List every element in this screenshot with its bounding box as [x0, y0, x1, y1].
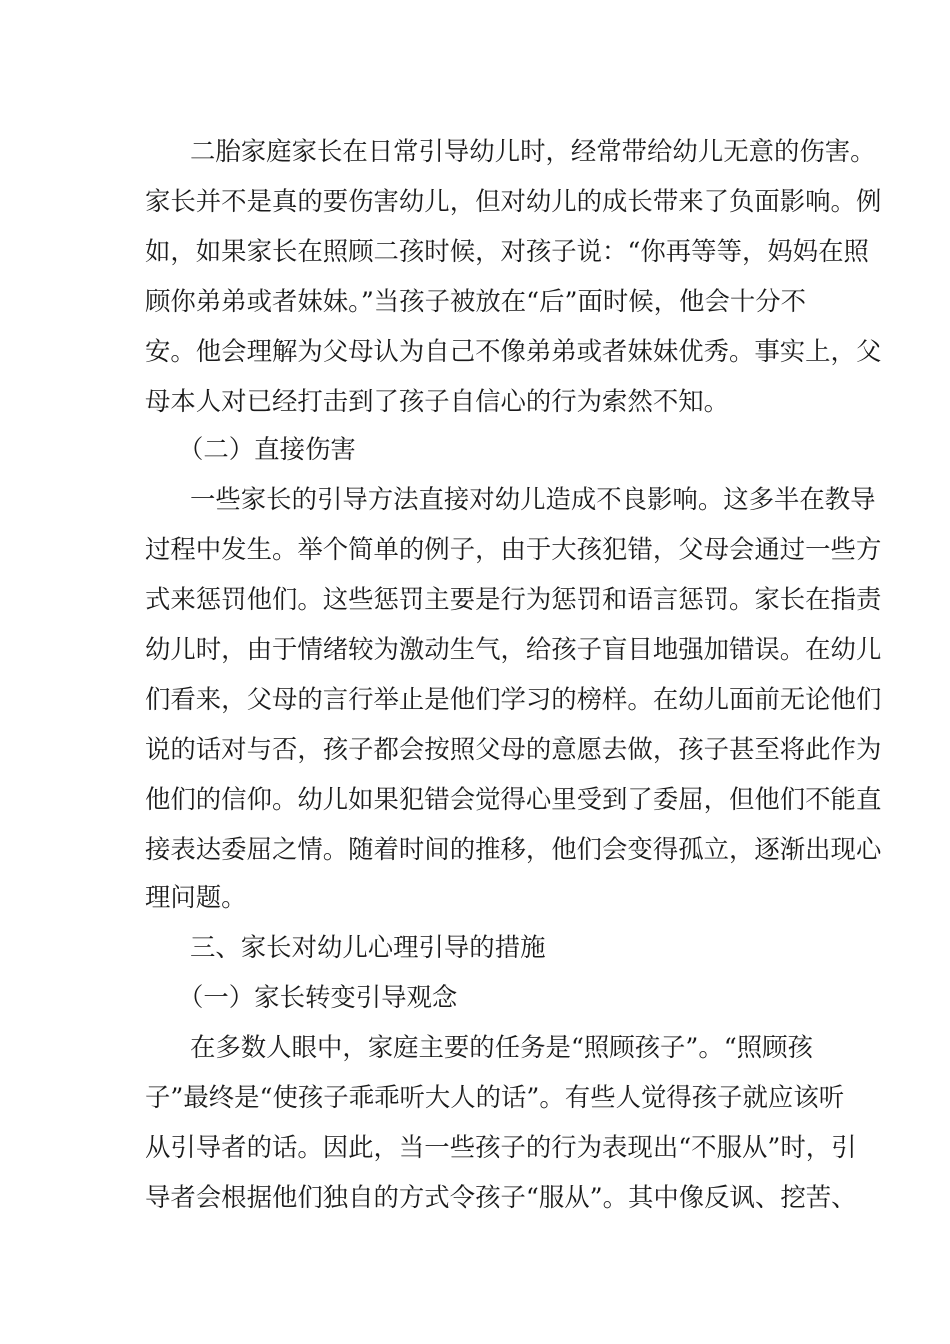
section-heading: （一）家长转变引导观念 — [178, 982, 458, 1012]
chapter-heading: 三、家长对幼儿心理引导的措施 — [190, 932, 546, 962]
paragraph-line: 子”最终是“使孩子乖乖听大人的话”。有些人觉得孩子就应该听 — [145, 1082, 845, 1112]
paragraph-line: 幼儿时，由于情绪较为激动生气，给孩子盲目地强加错误。在幼儿 — [145, 634, 882, 664]
paragraph-line: 如，如果家长在照顾二孩时候，对孩子说：“你再等等，妈妈在照 — [145, 236, 869, 266]
paragraph-line: 在多数人眼中，家庭主要的任务是“照顾孩子”。“照顾孩 — [190, 1032, 813, 1062]
section-heading: （二）直接伤害 — [178, 434, 356, 464]
paragraph-line: 母本人对已经打击到了孩子自信心的行为索然不知。 — [145, 386, 729, 416]
paragraph-line: 他们的信仰。幼儿如果犯错会觉得心里受到了委屈，但他们不能直 — [145, 784, 882, 814]
paragraph-line: 二胎家庭家长在日常引导幼儿时，经常带给幼儿无意的伤害。 — [190, 136, 876, 166]
paragraph-line: 顾你弟弟或者妹妹。”当孩子被放在“后”面时候，他会十分不 — [145, 286, 807, 316]
paragraph-line: 家长并不是真的要伤害幼儿，但对幼儿的成长带来了负面影响。例 — [145, 186, 882, 216]
paragraph-line: 从引导者的话。因此，当一些孩子的行为表现出“不服从”时，引 — [145, 1132, 857, 1162]
paragraph-line: 接表达委屈之情。随着时间的推移，他们会变得孤立，逐渐出现心 — [145, 834, 882, 864]
paragraph-line: 一些家长的引导方法直接对幼儿造成不良影响。这多半在教导 — [190, 484, 876, 514]
paragraph-line: 说的话对与否，孩子都会按照父母的意愿去做，孩子甚至将此作为 — [145, 734, 882, 764]
paragraph-line: 们看来，父母的言行举止是他们学习的榜样。在幼儿面前无论他们 — [145, 684, 882, 714]
paragraph-line: 式来惩罚他们。这些惩罚主要是行为惩罚和语言惩罚。家长在指责 — [145, 584, 882, 614]
paragraph-line: 导者会根据他们独自的方式令孩子“服从”。其中像反讽、挖苦、 — [145, 1182, 857, 1212]
paragraph-line: 安。他会理解为父母认为自己不像弟弟或者妹妹优秀。事实上，父 — [145, 336, 882, 366]
paragraph-line: 过程中发生。举个简单的例子，由于大孩犯错，父母会通过一些方 — [145, 534, 882, 564]
paragraph-line: 理问题。 — [145, 882, 247, 912]
